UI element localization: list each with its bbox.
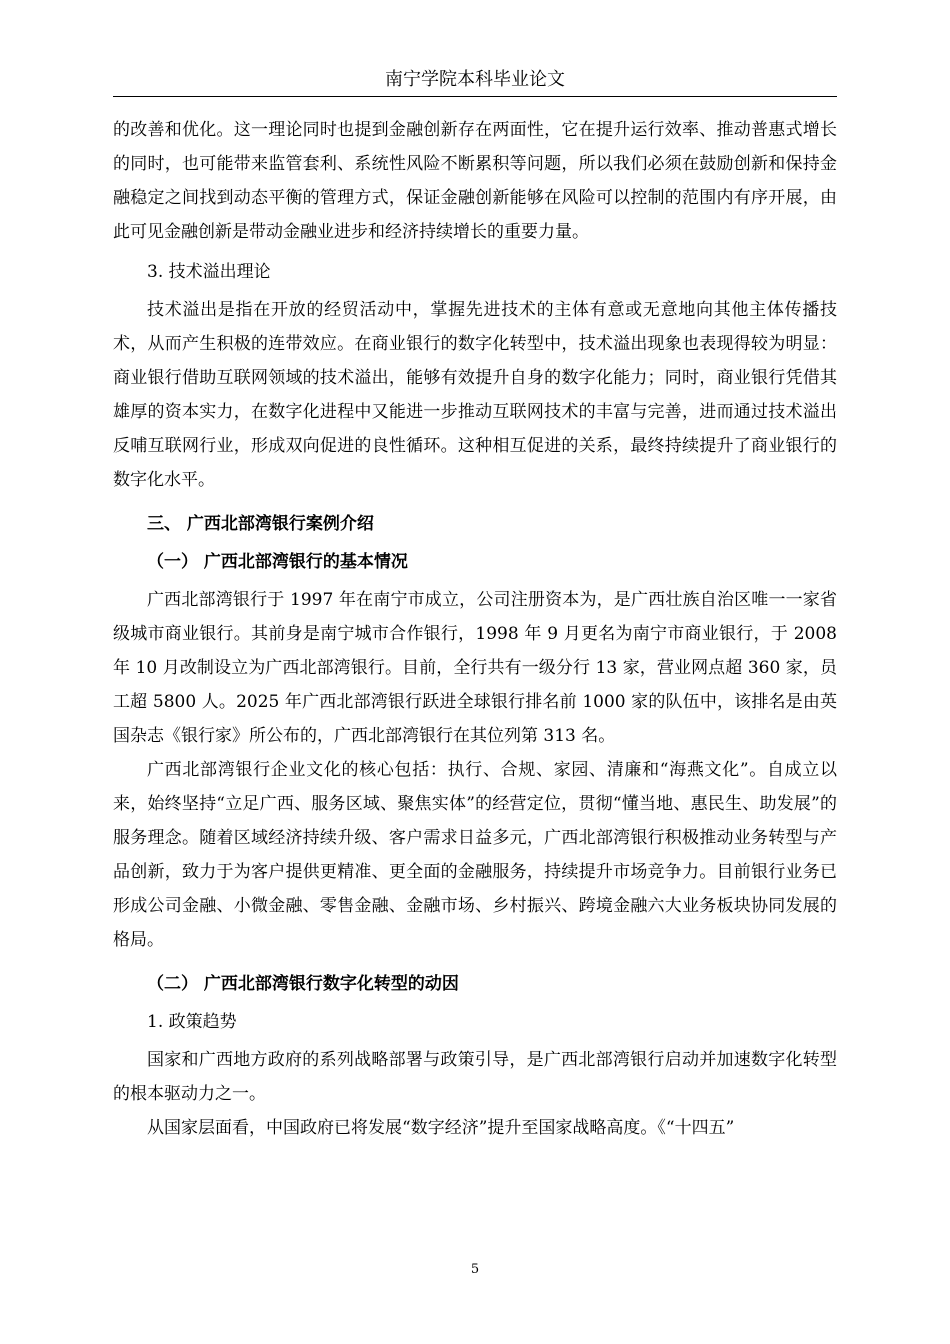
header-divider: [113, 96, 837, 97]
subheading-technology-spillover: 3. 技术溢出理论: [147, 262, 271, 282]
paragraph-bank-basic-info: 广西北部湾银行于 1997 年在南宁市成立，公司注册资本为，是广西壮族自治区唯一一家省级城市商业银行。其前身是南宁城市合作银行，1998 年 9 月更名为南宁市商业银行，于 2008 年 10 月改制设立为广西北部湾银行。目前，全行共有一级分行 13 家，营业网点超 360 家，员工超 5800 人。2025 年广西北部湾银行跃进全球银行排名前 1000 家的队伍中，该排名是由英国杂志《银行家》所公布的，广西北部湾银行在其位列第 313 名。: [113, 590, 837, 746]
paragraph-policy-drivers: 国家和广西地方政府的系列战略部署与政策引导，是广西北部湾银行启动并加速数字化转型的根本驱动力之一。: [113, 1050, 837, 1104]
paragraph-corporate-culture: 广西北部湾银行企业文化的核心包括：执行、合规、家园、清廉和“海燕文化”。自成立以来，始终坚持“立足广西、服务区域、聚焦实体”的经营定位，贯彻“懂当地、惠民生、助发展”的服务理念。随着区域经济持续升级、客户需求日益多元，广西北部湾银行积极推动业务转型与产品创新，致力于为客户提供更精准、更全面的金融服务，持续提升市场竞争力。目前银行业务已形成公司金融、小微金融、零售金融、金融市场、乡村振兴、跨境金融六大业务板块协同发展的格局。: [113, 760, 837, 950]
page-body: [113, 113, 837, 1145]
paragraph-national-level: 从国家层面看，中国政府已将发展“数字经济”提升至国家战略高度。《“十四五”: [147, 1118, 735, 1138]
page-number: 5: [470, 1262, 480, 1277]
paragraph-technology-spillover: 技术溢出是指在开放的经贸活动中，掌握先进技术的主体有意或无意地向其他主体传播技术，从而产生积极的连带效应。在商业银行的数字化转型中，技术溢出现象也表现得较为明显：商业银行借助互联网领域的技术溢出，能够有效提升自身的数字化能力；同时，商业银行凭借其雄厚的资本实力，在数字化进程中又能进一步推动互联网技术的丰富与完善，进而通过技术溢出反哺互联网行业，形成双向促进的良性循环。这种相互促进的关系，最终持续提升了商业银行的数字化水平。: [113, 300, 837, 490]
subheading-policy-trend: 1. 政策趋势: [147, 1012, 237, 1032]
subsection-heading-basic-info: （一） 广西北部湾银行的基本情况: [147, 552, 408, 572]
paragraph-financial-innovation-theory: 的改善和优化。这一理论同时也提到金融创新存在两面性，它在提升运行效率、推动普惠式增长的同时，也可能带来监管套利、系统性风险不断累积等问题，所以我们必须在鼓励创新和保持金融稳定之间找到动态平衡的管理方式，保证金融创新能够在风险可以控制的范围内有序开展，由此可见金融创新是带动金融业进步和经济持续增长的重要力量。: [113, 120, 837, 242]
section-heading-case-intro: 三、 广西北部湾银行案例介绍: [147, 514, 374, 534]
running-header: 南宁学院本科毕业论文: [385, 69, 565, 90]
subsection-heading-transformation-motives: （二） 广西北部湾银行数字化转型的动因: [147, 974, 459, 994]
